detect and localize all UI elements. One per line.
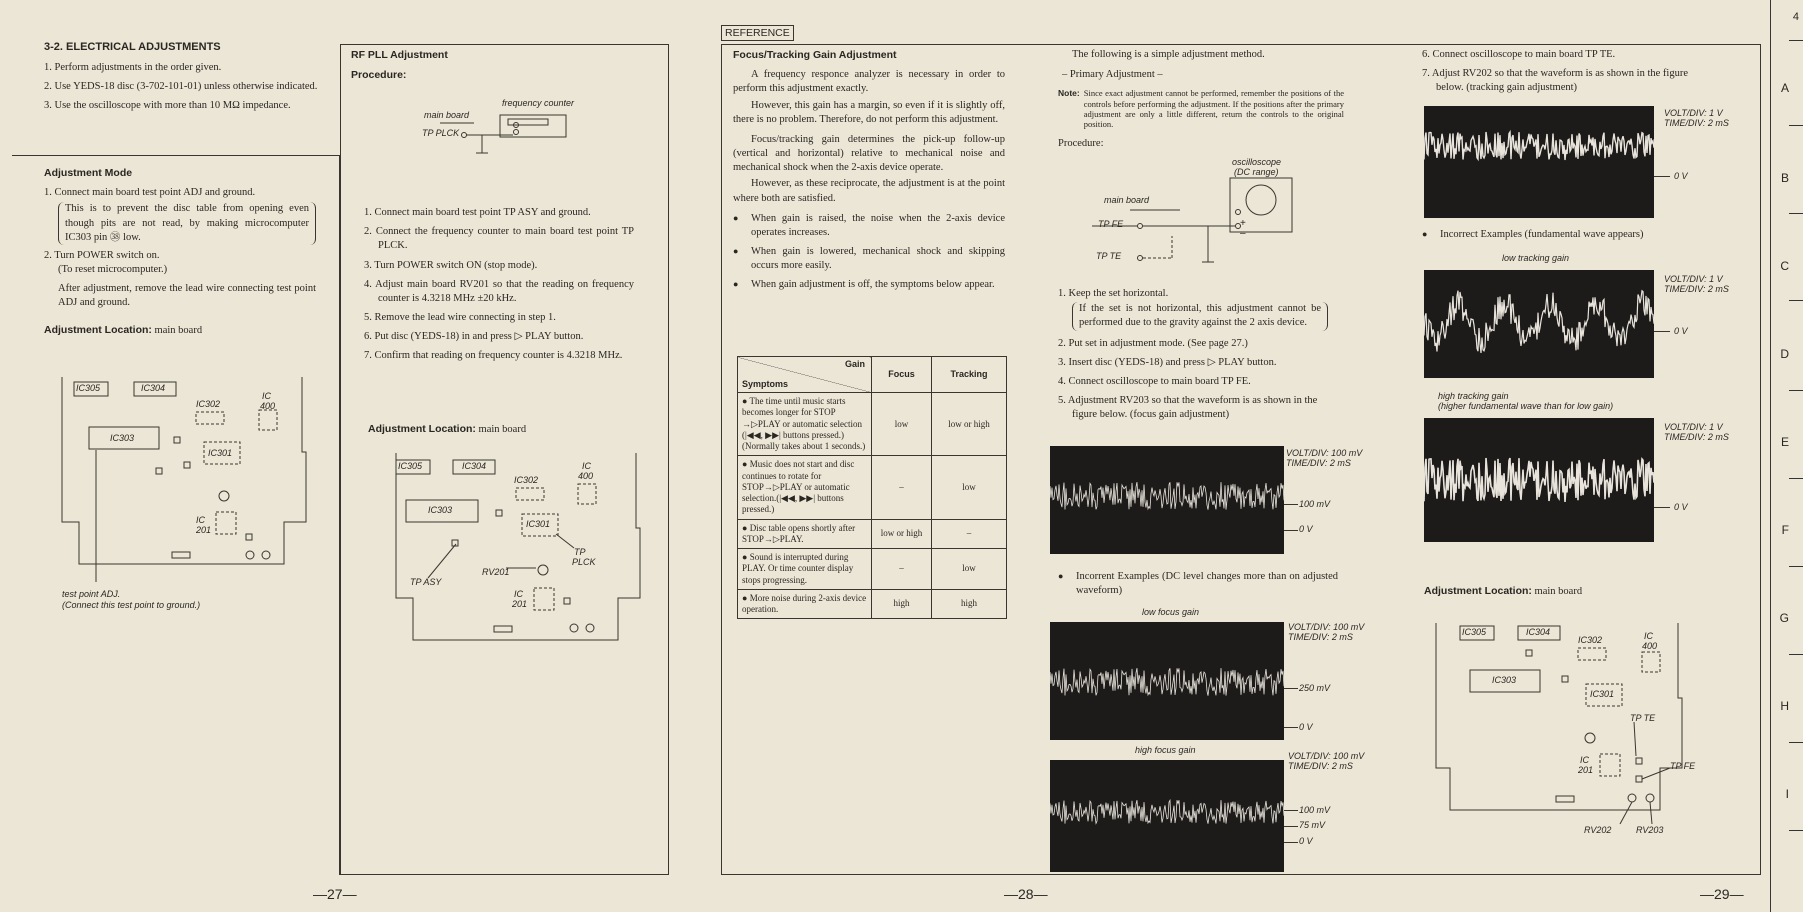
plus-terminal: + bbox=[1240, 218, 1246, 229]
high-tracking-label-1: high tracking gain bbox=[1438, 391, 1509, 401]
tp-plck-label: TP PLCK bbox=[422, 128, 460, 138]
adj-location-label: Adjustment Location: bbox=[44, 323, 152, 336]
edge-tick bbox=[1789, 300, 1803, 301]
table-cell-focus: low bbox=[872, 393, 932, 456]
rv201-label: RV201 bbox=[482, 567, 510, 577]
ic301-label: IC301 bbox=[208, 448, 233, 458]
rf-adj-location bbox=[368, 422, 526, 437]
waveform-trace bbox=[1050, 668, 1284, 696]
tp-plck-label-b: PLCK bbox=[572, 557, 596, 567]
scope6-time: TIME/DIV: 2 mS bbox=[1664, 432, 1729, 442]
ft-bullet: ● When gain adjustment is off, the symptoms below appear. bbox=[733, 278, 1005, 292]
high-tracking-label-2: (higher fundamental wave than for low gain) bbox=[1438, 401, 1614, 411]
tp-te-label: TP TE bbox=[1096, 251, 1122, 261]
ic303-label: IC303 bbox=[428, 505, 453, 515]
edge-tick bbox=[1789, 742, 1803, 743]
scope1-time: TIME/DIV: 2 mS bbox=[1286, 458, 1351, 468]
rf-step: 7. Confirm that reading on frequency counter is 4.3218 MHz. bbox=[364, 350, 623, 362]
table-cell-focus: high bbox=[872, 589, 932, 619]
page-number-27: —27— bbox=[313, 886, 357, 902]
p29-adj-location-label: Adjustment Location: bbox=[1424, 585, 1532, 597]
adj-mode-after: After adjustment, remove the lead wire connecting test point ADJ and ground. bbox=[58, 283, 316, 309]
tp-fe-label: TP FE bbox=[1098, 219, 1124, 229]
p29-adj-location bbox=[1424, 584, 1582, 599]
scope-low-tracking bbox=[1424, 270, 1654, 378]
table-cell-symptom: ● Sound is interrupted during PLAY. Or time counter display stops progressing. bbox=[738, 549, 872, 590]
ic304-label: IC304 bbox=[141, 383, 166, 393]
rf-pll-title: RF PLL Adjustment bbox=[351, 49, 448, 61]
focus-step: 3. Insert disc (YEDS-18) and press ▷ PLAY button. bbox=[1058, 356, 1277, 368]
scope4-level: 0 V bbox=[1674, 171, 1688, 181]
page-number-29: —29— bbox=[1700, 886, 1744, 902]
focus-steps bbox=[1058, 287, 1328, 422]
table-cell-focus: low or high bbox=[872, 519, 932, 549]
table-header-row bbox=[738, 357, 1007, 393]
scope6-marker bbox=[1654, 507, 1670, 508]
table-h-symptoms: Symptoms bbox=[742, 378, 789, 389]
reference-tag: REFERENCE bbox=[721, 25, 794, 41]
scope3-level-2: 75 mV bbox=[1299, 820, 1326, 830]
procedure-label: Procedure: bbox=[1058, 138, 1104, 150]
ic400-label-a: IC bbox=[582, 461, 591, 471]
edge-letter: C bbox=[1780, 259, 1789, 273]
ic304-label: IC304 bbox=[1526, 627, 1551, 637]
scope-high-focus bbox=[1050, 760, 1284, 872]
ic305-label: IC305 bbox=[398, 461, 423, 471]
ic400-label-b: 400 bbox=[578, 471, 594, 481]
waveform-trace bbox=[1424, 458, 1654, 502]
scope-tracking-adjusted bbox=[1424, 106, 1654, 218]
ft-para: Focus/tracking gain determines the pick-up follow-up (vertical and horizontal) relative to mechanical noise and mechanical shock when the 2-axis device operate. bbox=[733, 133, 1005, 174]
scope3-level-1: 100 mV bbox=[1299, 805, 1331, 815]
gain-table bbox=[737, 356, 1007, 619]
scope5-time: TIME/DIV: 2 mS bbox=[1664, 284, 1729, 294]
symptom-text: The time until music starts becomes longer for STOP →▷PLAY or automatic selection (|◀◀, ▶▶| buttons pressed.) (Normally takes about 1 seconds.) bbox=[742, 396, 866, 451]
edge-letter: B bbox=[1780, 171, 1789, 185]
rf-step: 3. Turn POWER switch ON (stop mode). bbox=[364, 259, 538, 271]
table-row bbox=[738, 589, 1007, 619]
rf-pll-steps bbox=[364, 206, 634, 369]
ft-para: A frequency responce analyzer is necessary in order to perform this adjustment exactly. bbox=[733, 69, 1005, 95]
edge-letter: G bbox=[1779, 611, 1789, 625]
table-cell-symptom: ● Music does not start and disc continues to rotate for STOP→▷PLAY or automatic selection.(|◀◀, ▶▶| buttons pressed.) bbox=[738, 456, 872, 519]
ft-bullet: ● When gain is lowered, mechanical shock and skipping occurs more easily. bbox=[733, 245, 1005, 273]
adj-mode-step-2-sub: (To reset microcomputer.) bbox=[58, 264, 168, 276]
scope5-level: 0 V bbox=[1674, 326, 1688, 336]
edge-line bbox=[1770, 0, 1771, 912]
scope4-volt: VOLT/DIV: 1 V bbox=[1664, 108, 1723, 118]
focus-step: 4. Connect oscilloscope to main board TP FE. bbox=[1058, 375, 1251, 387]
rf-adj-location-value: main board bbox=[478, 424, 527, 435]
incorrect-tracking-text: ● Incorrect Examples (fundamental wave appears) bbox=[1422, 228, 1722, 242]
scope5-volt: VOLT/DIV: 1 V bbox=[1664, 274, 1723, 284]
edge-tick bbox=[1789, 213, 1803, 214]
table-cell-symptom: ● Disc table opens shortly after STOP→▷PLAY. bbox=[738, 519, 872, 549]
osc-label-1: oscilloscope bbox=[1232, 157, 1282, 167]
edge-letter: F bbox=[1781, 523, 1789, 537]
testpoint-note-1: test point ADJ. bbox=[62, 589, 121, 599]
rf-pll-procedure: Procedure: bbox=[351, 69, 407, 82]
adj-mode-note: This is to prevent the disc table from opening even though pits are not read, by making microcomputer IC303 pin ㊳ low. bbox=[58, 202, 316, 245]
incorrect-tracking bbox=[1422, 228, 1722, 247]
low-focus-label: low focus gain bbox=[1142, 607, 1200, 617]
adjustment-mode bbox=[44, 166, 316, 338]
scope-focus-adjusted bbox=[1050, 446, 1284, 554]
page27-intro bbox=[44, 40, 319, 118]
ic303-label: IC303 bbox=[110, 433, 135, 443]
ft-para: However, as these reciprocate, the adjustment is at the point where both are satisfied. bbox=[733, 178, 1005, 204]
tp-plck-label-a: TP bbox=[574, 547, 586, 557]
board-diagram-rf bbox=[378, 448, 648, 648]
table-cell-focus: – bbox=[872, 456, 932, 519]
edge-letter: D bbox=[1780, 347, 1789, 361]
step1-note: If the set is not horizontal, this adjustment cannot be performed due to the gravity against the 2 axis device. bbox=[1072, 302, 1328, 330]
scope-low-focus bbox=[1050, 622, 1284, 740]
scope-high-tracking bbox=[1424, 418, 1654, 542]
table-cell-symptom: ● More noise during 2-axis device operation. bbox=[738, 589, 872, 619]
ic301-label: IC301 bbox=[1590, 689, 1615, 699]
scope3-time: TIME/DIV: 2 mS bbox=[1288, 761, 1353, 771]
rf-step: 5. Remove the lead wire connecting in step 1. bbox=[364, 312, 556, 324]
tracking-step-7: 7. Adjust RV202 so that the waveform is as shown in the figure below. (tracking gain adjustment) bbox=[1422, 68, 1689, 94]
board-diagram-p27 bbox=[44, 372, 314, 572]
ic304-label: IC304 bbox=[462, 461, 487, 471]
scope6-level: 0 V bbox=[1674, 502, 1688, 512]
ic400-label-b: 400 bbox=[1642, 641, 1658, 651]
board-diagram-p29 bbox=[1430, 618, 1700, 848]
waveform-trace bbox=[1424, 132, 1654, 160]
ft-bullet: ● When gain is raised, the noise when the 2-axis device operates increases. bbox=[733, 212, 1005, 240]
minus-terminal: – bbox=[1240, 228, 1246, 239]
table-cell-tracking: low bbox=[932, 456, 1007, 519]
waveform-trace bbox=[1050, 482, 1284, 510]
rf-adj-location-label: Adjustment Location: bbox=[368, 423, 476, 435]
low-tracking-label: low tracking gain bbox=[1502, 253, 1570, 263]
scope1-marker bbox=[1284, 504, 1298, 505]
adj-mode-step-2: 2. Turn POWER switch on. bbox=[44, 249, 160, 261]
intro-item: 2. Use YEDS-18 disc (3-702-101-01) unless otherwise indicated. bbox=[44, 81, 318, 93]
tracking-steps bbox=[1422, 48, 1702, 96]
tp-fe-label: TP FE bbox=[1670, 761, 1696, 771]
ic301-label: IC301 bbox=[526, 519, 551, 529]
ic201-label-a: IC bbox=[1580, 755, 1589, 765]
ic201-label-a: IC bbox=[196, 515, 205, 525]
scope4-time: TIME/DIV: 2 mS bbox=[1664, 118, 1729, 128]
ft-bullets bbox=[733, 212, 1005, 293]
scope2-marker bbox=[1284, 688, 1298, 689]
edge-tick bbox=[1789, 478, 1803, 479]
focus-tracking-title: Focus/Tracking Gain Adjustment bbox=[733, 49, 897, 61]
scope3-level-3: 0 V bbox=[1299, 836, 1313, 846]
edge-tick bbox=[1789, 654, 1803, 655]
symptom-text: More noise during 2-axis device operation. bbox=[742, 592, 867, 614]
testpoint-note-2: (Connect this test point to ground.) bbox=[62, 600, 201, 610]
table-row bbox=[738, 456, 1007, 519]
symptom-text: Music does not start and disc continues to rotate for STOP→▷PLAY or automatic selection.(|◀◀, ▶▶| buttons pressed.) bbox=[742, 459, 855, 515]
focus-step: 1. Keep the set horizontal. bbox=[1058, 288, 1169, 299]
gain-table-wrap bbox=[737, 356, 1007, 619]
table-cell-tracking: high bbox=[932, 589, 1007, 619]
rf-step: 6. Put disc (YEDS-18) in and press ▷ PLAY button. bbox=[364, 331, 584, 343]
section-title: 3-2. ELECTRICAL ADJUSTMENTS bbox=[44, 41, 221, 53]
ic201-label-b: 201 bbox=[512, 599, 528, 609]
rf-step: 1. Connect main board test point TP ASY and ground. bbox=[364, 207, 591, 218]
scope4-marker bbox=[1654, 176, 1670, 177]
rf-step: 4. Adjust main board RV201 so that the reading on frequency counter is 4.3218 MHz ±20 kHz. bbox=[364, 278, 634, 304]
ic201-label-b: 201 bbox=[196, 525, 212, 535]
ic201-label-a: IC bbox=[514, 589, 523, 599]
scope5-marker bbox=[1654, 331, 1670, 332]
ic302-label: IC302 bbox=[196, 399, 221, 409]
table-cell-symptom: ● The time until music starts becomes longer for STOP →▷PLAY or automatic selection (|◀◀, ▶▶| buttons pressed.) (Normally takes about 1 seconds.) bbox=[738, 393, 872, 456]
ic302-label: IC302 bbox=[514, 475, 539, 485]
edge-ruler bbox=[1773, 0, 1803, 912]
adj-mode-step-1: 1. Connect main board test point ADJ and ground. bbox=[44, 187, 256, 199]
symptom-text: Disc table opens shortly after STOP→▷PLAY. bbox=[742, 522, 856, 544]
edge-tick bbox=[1789, 566, 1803, 567]
scope1-level-2: 0 V bbox=[1299, 524, 1313, 534]
rf-step: 2. Connect the frequency counter to main board test point TP PLCK. bbox=[364, 226, 634, 252]
scope6-volt: VOLT/DIV: 1 V bbox=[1664, 422, 1723, 432]
scope3-marker bbox=[1284, 842, 1298, 843]
waveform-trace bbox=[1424, 291, 1654, 353]
scope3-marker bbox=[1284, 810, 1298, 811]
oscilloscope-diagram bbox=[1090, 156, 1320, 276]
ic201-label-b: 201 bbox=[1578, 765, 1594, 775]
scope2-level-2: 0 V bbox=[1299, 722, 1313, 732]
table-h-focus: Focus bbox=[872, 357, 932, 393]
table-row bbox=[738, 393, 1007, 456]
focus-step: 2. Put set in adjustment mode. (See page 27.) bbox=[1058, 337, 1248, 349]
intro-list bbox=[44, 61, 319, 114]
intro-item: 1. Perform adjustments in the order given. bbox=[44, 61, 222, 73]
edge-tick bbox=[1789, 125, 1803, 126]
table-cell-tracking: – bbox=[932, 519, 1007, 549]
page-number-28: —28— bbox=[1004, 886, 1048, 902]
edge-top: 4 bbox=[1792, 11, 1799, 23]
simple-method bbox=[1058, 48, 1344, 151]
table-cell-focus: – bbox=[872, 549, 932, 590]
scope1-volt: VOLT/DIV: 100 mV bbox=[1286, 448, 1363, 458]
ic400-label-a: IC bbox=[262, 391, 271, 401]
rf-pll-header bbox=[351, 48, 651, 82]
frequency-counter-label: frequency counter bbox=[502, 98, 575, 108]
table-row bbox=[738, 519, 1007, 549]
table-cell-tracking: low or high bbox=[932, 393, 1007, 456]
simple-method-text: The following is a simple adjustment method. bbox=[1072, 49, 1265, 60]
scope3-volt: VOLT/DIV: 100 mV bbox=[1288, 751, 1365, 761]
waveform-trace bbox=[1050, 800, 1284, 824]
tp-asy-label: TP ASY bbox=[410, 577, 442, 587]
note-block bbox=[1058, 88, 1344, 129]
table-row bbox=[738, 549, 1007, 590]
note-text: Since exact adjustment cannot be performed, remember the positions of the controls before performing the adjustment. If the positions after the primary adjustment are only a little different, return the controls to the original position. bbox=[1083, 88, 1344, 129]
edge-tick bbox=[1789, 40, 1803, 41]
scope1-level-1: 100 mV bbox=[1299, 499, 1331, 509]
adj-location-value: main board bbox=[154, 324, 203, 336]
incorrect-focus bbox=[1058, 570, 1338, 603]
adj-location bbox=[44, 323, 316, 338]
scope2-time: TIME/DIV: 2 mS bbox=[1288, 632, 1353, 642]
ic302-label: IC302 bbox=[1578, 635, 1603, 645]
edge-letter: H bbox=[1780, 699, 1789, 713]
focus-tracking-text bbox=[733, 48, 1005, 298]
tracking-step-6: 6. Connect oscilloscope to main board TP TE. bbox=[1422, 49, 1616, 60]
primary-adjustment: – Primary Adjustment – bbox=[1062, 69, 1163, 81]
scope1-marker bbox=[1284, 530, 1298, 531]
main-board-label: main board bbox=[424, 110, 470, 120]
incorrect-focus-text: ● Incorrent Examples (DC level changes more than on adjusted waveform) bbox=[1058, 570, 1338, 598]
table-cell-tracking: low bbox=[932, 549, 1007, 590]
tp-te-label: TP TE bbox=[1630, 713, 1656, 723]
scope3-marker bbox=[1284, 826, 1298, 827]
table-h-tracking: Tracking bbox=[932, 357, 1007, 393]
scope2-volt: VOLT/DIV: 100 mV bbox=[1288, 622, 1365, 632]
main-board-label: main board bbox=[1104, 195, 1150, 205]
symptom-text: Sound is interrupted during PLAY. Or time counter display stops progressing. bbox=[742, 552, 854, 585]
ft-para: However, this gain has a margin, so even if it is slightly off, there is no problem. Therefore, do not perform this adjustment. bbox=[733, 99, 1005, 125]
high-focus-label: high focus gain bbox=[1135, 745, 1196, 755]
edge-tick bbox=[1789, 830, 1803, 831]
ic400-label-b: 400 bbox=[260, 401, 276, 411]
rv203-label: RV203 bbox=[1636, 825, 1664, 835]
edge-letter: E bbox=[1780, 435, 1789, 449]
scope2-level-1: 250 mV bbox=[1299, 683, 1331, 693]
ic400-label-a: IC bbox=[1644, 631, 1653, 641]
p29-adj-location-value: main board bbox=[1534, 586, 1583, 597]
intro-item: 3. Use the oscilloscope with more than 10 MΩ impedance. bbox=[44, 100, 291, 112]
table-corner-cell bbox=[738, 357, 872, 393]
adj-mode-title: Adjustment Mode bbox=[44, 167, 133, 179]
edge-letter: I bbox=[1785, 787, 1789, 801]
scope2-marker bbox=[1284, 727, 1298, 728]
ic305-label: IC305 bbox=[1462, 627, 1487, 637]
note-label: Note: bbox=[1058, 88, 1080, 99]
frequency-counter-diagram bbox=[420, 95, 600, 165]
table-h-gain: Gain bbox=[844, 359, 865, 369]
focus-step: 5. Adjustment RV203 so that the waveform is as shown in the figure below. (focus gain adjustment) bbox=[1058, 395, 1318, 421]
ic305-label: IC305 bbox=[76, 383, 101, 393]
ic303-label: IC303 bbox=[1492, 675, 1517, 685]
osc-label-2: (DC range) bbox=[1234, 167, 1279, 177]
edge-letter: A bbox=[1780, 81, 1789, 95]
edge-tick bbox=[1789, 390, 1803, 391]
rv202-label: RV202 bbox=[1584, 825, 1612, 835]
